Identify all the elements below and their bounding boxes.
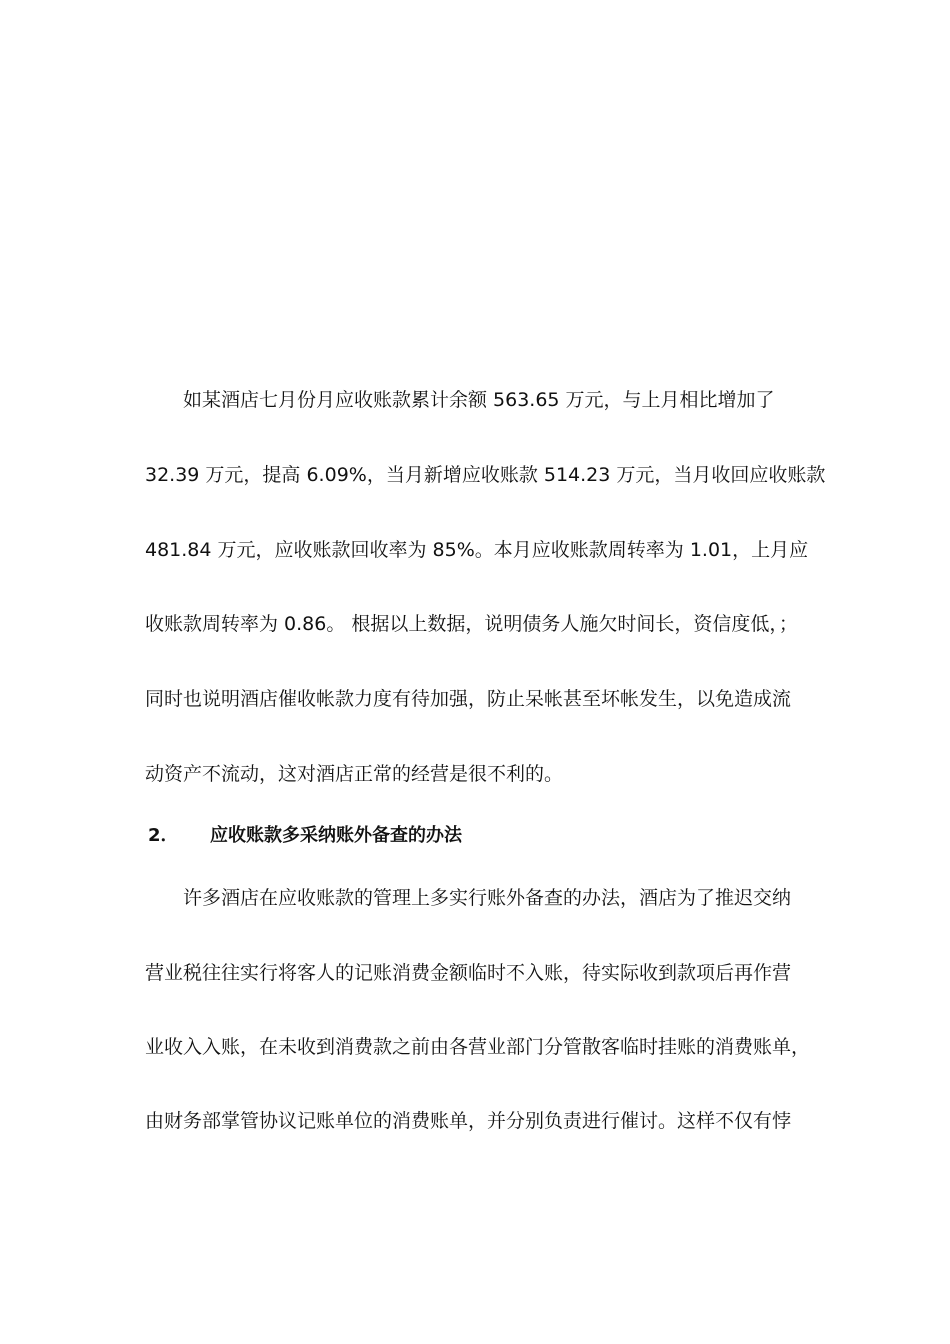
paragraph-line: 由财务部掌管协议记账单位的消费账单，并分别负责进行催讨。这样不仅有悖 <box>145 1110 792 1132</box>
paragraph-line: 业收入入账，在未收到消费款之前由各营业部门分管散客临时挂账的消费账单， <box>145 1036 811 1058</box>
paragraph-line: 许多酒店在应收账款的管理上多实行账外备查的办法，酒店为了推迟交纳 <box>183 887 792 909</box>
paragraph-line: 营业税往往实行将客人的记账消费金额临时不入账，待实际收到款项后再作营 <box>145 962 792 984</box>
paragraph-line: 动资产不流动，这对酒店正常的经营是很不利的。 <box>145 763 564 785</box>
paragraph-line: 32.39 万元，提高 6.09%，当月新增应收账款 514.23 万元，当月收回应收账款 <box>145 464 826 486</box>
section-heading <box>148 824 462 848</box>
paragraph-line: 收账款周转率为 0.86。 根据以上数据，说明债务人施欠时间长，资信度低，； <box>145 613 798 635</box>
paragraph-line: 481.84 万元，应收账款回收率为 85%。本月应收账款周转率为 1.01，上月应 <box>145 539 809 561</box>
paragraph-line: 同时也说明酒店催收帐款力度有待加强，防止呆帐甚至坏帐发生，以免造成流 <box>145 688 792 710</box>
paragraph-line: 如某酒店七月份月应收账款累计余额 563.65 万元，与上月相比增加了 <box>183 389 775 411</box>
section-title: 应收账款多采纳账外备查的办法 <box>210 825 462 846</box>
section-number: 2． <box>148 825 179 846</box>
